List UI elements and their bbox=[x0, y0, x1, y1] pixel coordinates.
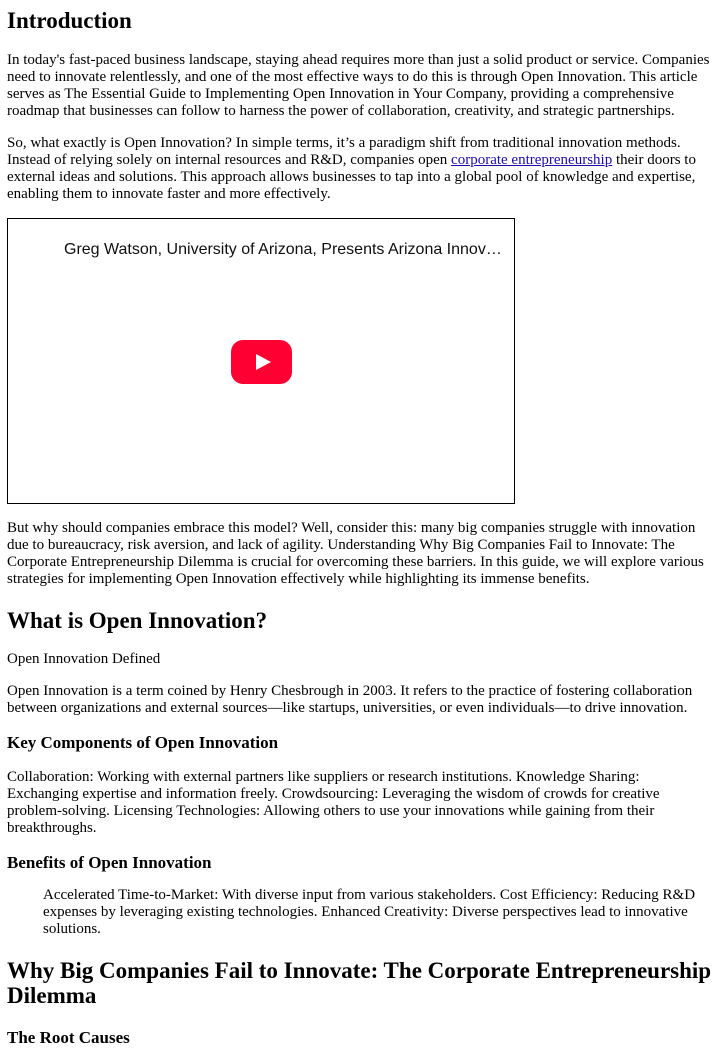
intro-paragraph-1: In today's fast-paced business landscape, staying ahead requires more than just a solid product or service. Companies need to innovate relentlessly, and one of the most effective ways to do this is through Open Innovation. This article serves as The Essential Guide to Implementing Open Innovation in Your Company, providing a comprehensive roadmap that businesses can follow to harness the power of collaboration, creativity, and strategic partnerships. bbox=[7, 52, 710, 119]
key-components-paragraph: Collaboration: Working with external partners like suppliers or research institutions. Knowledge Sharing: Exchanging expertise and information freely. Crowdsourcing: Leveraging the wisdom of crowds for creative problem-solving. Licensing Technologies: Allowing others to use your innovations while gaining from their breakthroughs. bbox=[7, 769, 660, 836]
benefits-heading: Benefits of Open Innovation bbox=[7, 853, 212, 872]
after-video-paragraph: But why should companies embrace this model? Well, consider this: many big companies struggle with innovation due to bureaucracy, risk aversion, and lack of agility. Understanding Why Big Companies Fail to Innovate: The Corporate Entrepreneurship Dilemma is crucial for overcoming these barriers. In this guide, we will explore various strategies for implementing Open Innovation effectively while highlighting its immense benefits. bbox=[7, 520, 704, 587]
corporate-entrepreneurship-link[interactable]: corporate entrepreneurship bbox=[451, 152, 613, 168]
video-embed[interactable] bbox=[7, 218, 515, 504]
intro-paragraph-2-end: their doors to external ideas and solutions. This approach allows businesses to tap into a global pool of knowledge and expertise, enabling them to innovate faster and more effectively. bbox=[7, 152, 696, 202]
root-causes-heading: The Root Causes bbox=[7, 1028, 130, 1047]
key-components-heading: Key Components of Open Innovation bbox=[7, 733, 279, 752]
youtube-play-icon[interactable] bbox=[231, 340, 292, 384]
intro-paragraph-2-start: So, what exactly is Open Innovation? In simple terms, it’s a paradigm shift from traditional innovation methods. Instead of relying solely on internal resources and R&D, companies open bbox=[7, 135, 681, 168]
intro-heading: Introduction bbox=[7, 8, 132, 33]
play-triangle-icon bbox=[256, 354, 271, 370]
intro-paragraph-2 bbox=[7, 135, 713, 203]
video-title[interactable]: Greg Watson, University of Arizona, Presents Arizona Innov… bbox=[64, 241, 502, 258]
definition-label: Open Innovation Defined bbox=[7, 651, 161, 667]
benefits-blockquote: Accelerated Time-to-Market: With diverse input from various stakeholders. Cost Efficiency: Reducing R&D expenses by leveraging existing technologies. Enhanced Creativity: Diverse perspectives lead to innovative solutions. bbox=[43, 887, 696, 937]
why-fail-heading: Why Big Companies Fail to Innovate: The Corporate Entrepreneurship Dilemma bbox=[7, 958, 712, 1008]
definition-paragraph: Open Innovation is a term coined by Henry Chesbrough in 2003. It refers to the practice of fostering collaboration between organizations and external sources—like startups, universities, or even individuals—to drive innovation. bbox=[7, 683, 693, 716]
what-is-heading: What is Open Innovation? bbox=[7, 608, 268, 633]
